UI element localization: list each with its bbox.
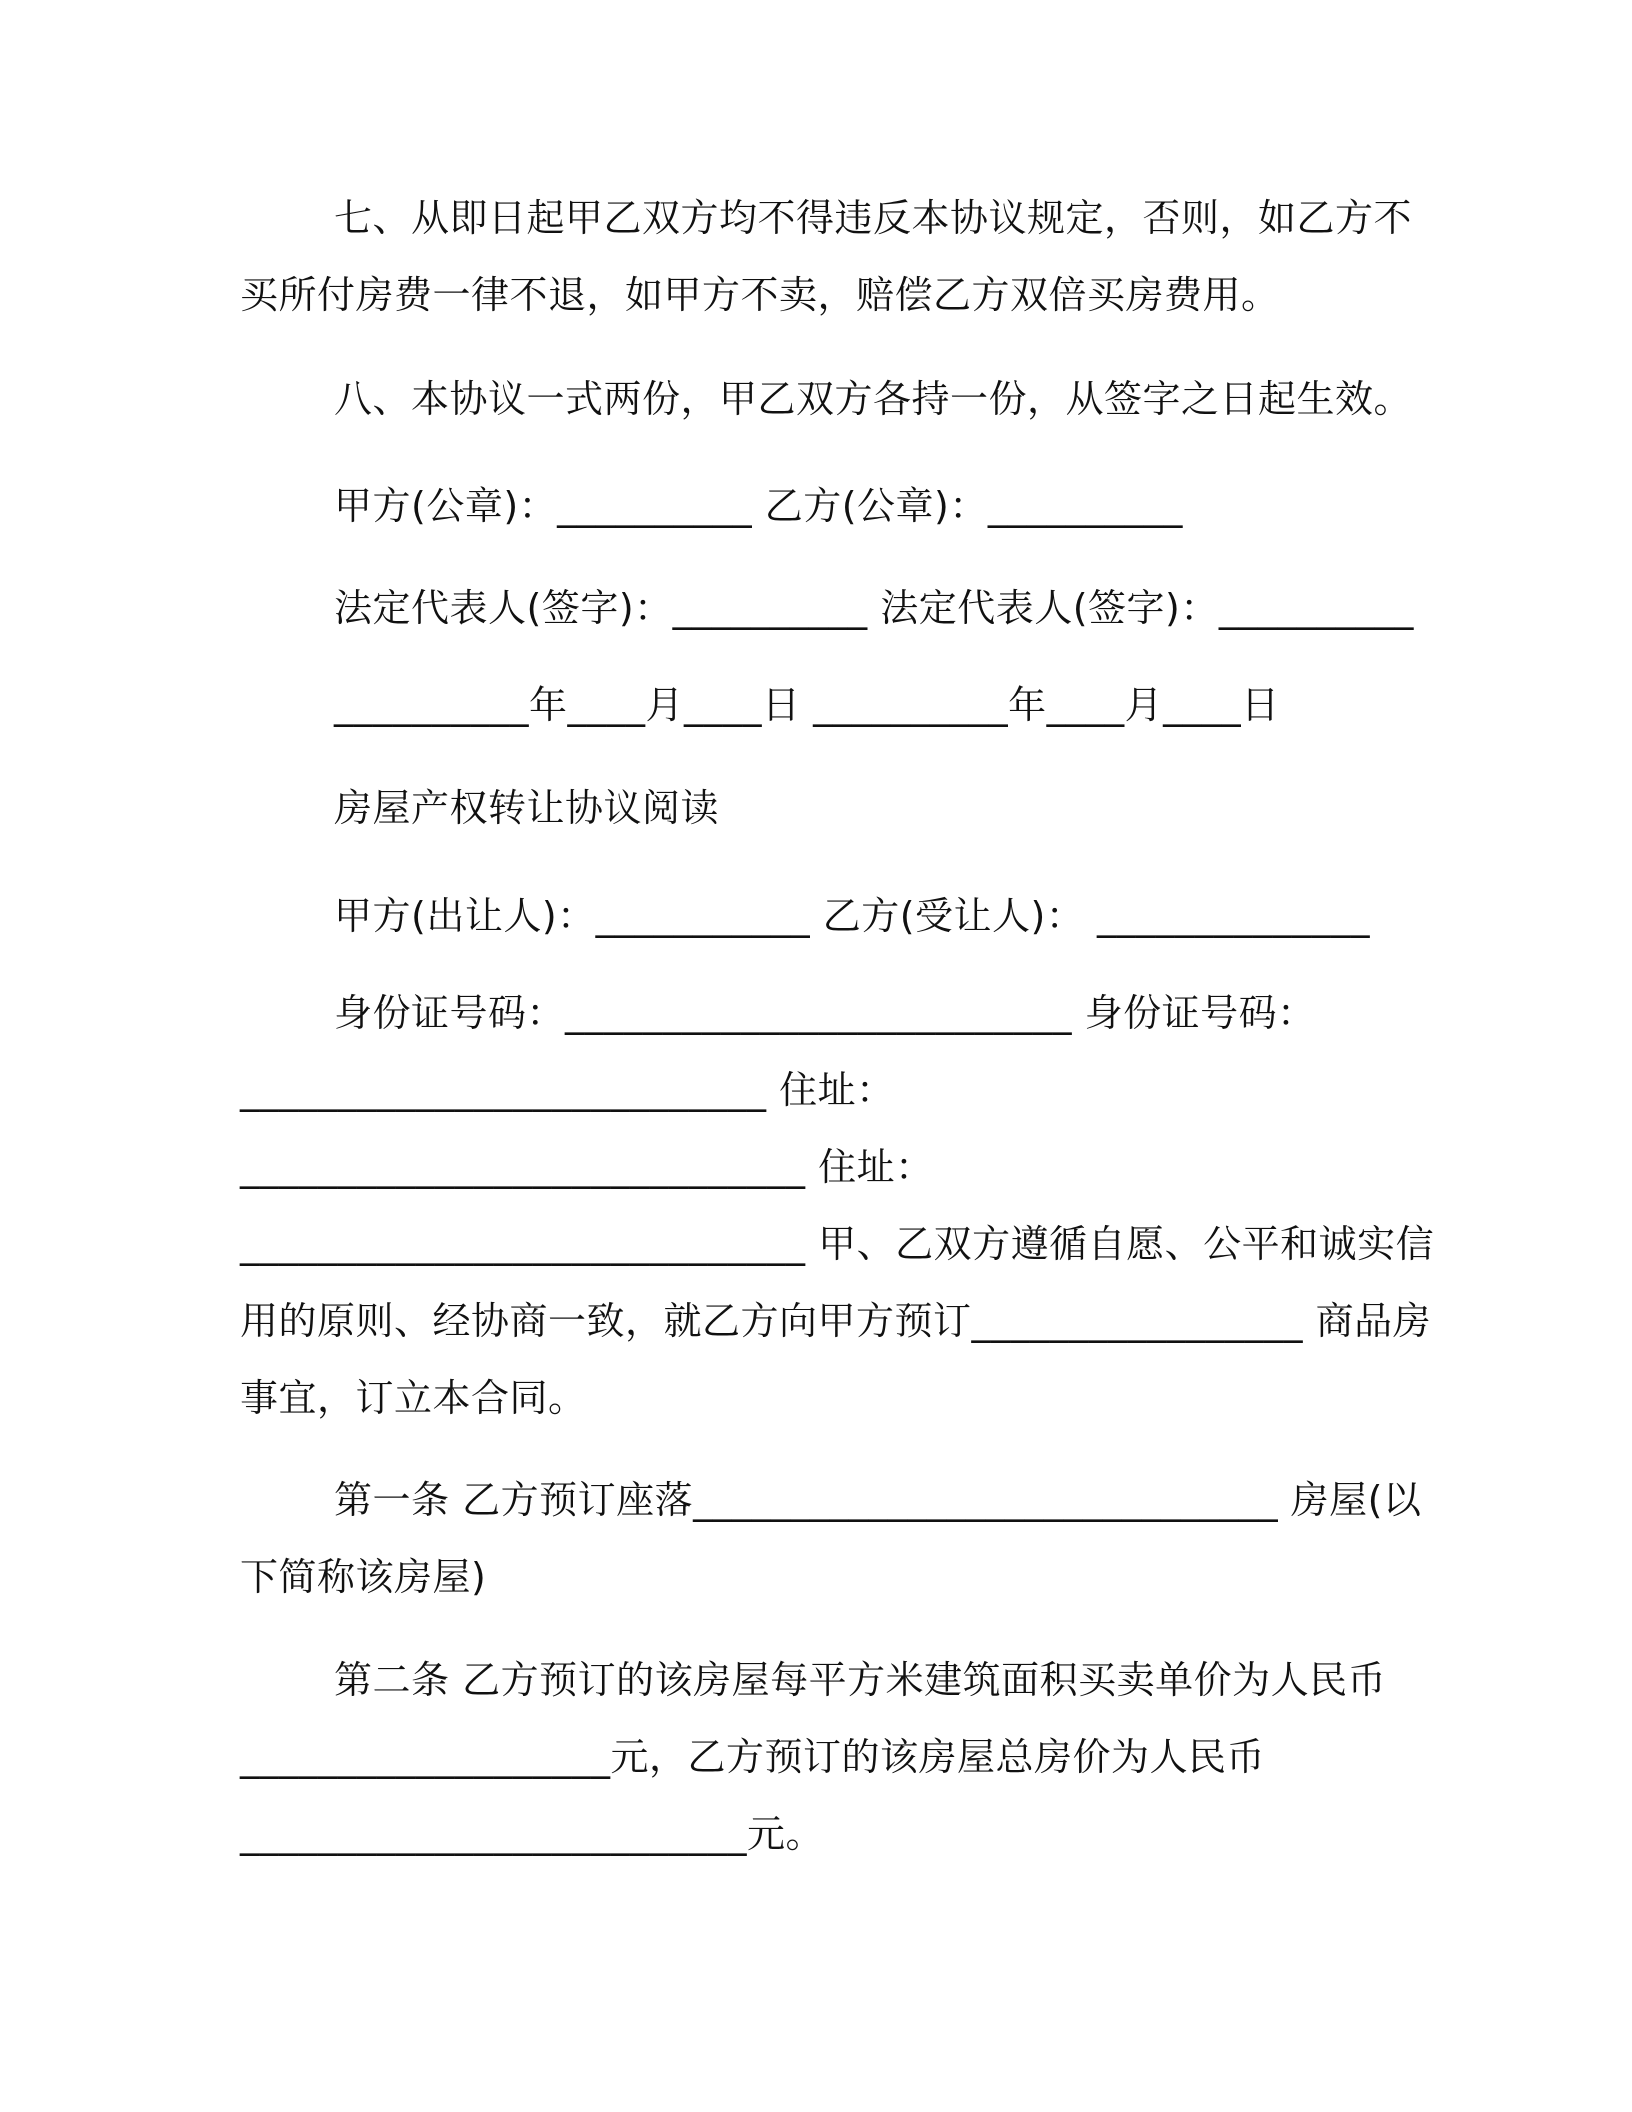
article-2-line-2: ___________________元，乙方预订的该房屋总房价为人民币 <box>240 1735 1266 1779</box>
address-line-2: _____________________________ 住址： <box>240 1145 934 1189</box>
principle-line-3: 事宜，订立本合同。 <box>240 1376 587 1420</box>
article-1-line-1: 第一条 乙方预订座落______________________________ 房屋(以 <box>334 1478 1422 1522</box>
legal-representative-line: 法定代表人(签字)：__________ 法定代表人(签字)：__________ <box>334 586 1414 630</box>
article-1-line-2: 下简称该房屋) <box>240 1555 487 1599</box>
id-number-line: 身份证号码：__________________________ 身份证号码： <box>334 991 1316 1035</box>
seal-signature-line: 甲方(公章)：__________ 乙方(公章)：__________ <box>334 484 1183 528</box>
parties-line: 甲方(出让人)：___________ 乙方(受让人)： ______________ <box>334 894 1370 938</box>
clause-7-line-2: 买所付房费一律不退，如甲方不卖，赔偿乙方双倍买房费用。 <box>240 273 1280 317</box>
address-line-1: ___________________________ 住址： <box>240 1068 895 1112</box>
clause-7-line-1: 七、从即日起甲乙双方均不得违反本协议规定，否则，如乙方不 <box>334 196 1413 240</box>
article-2-line-3: __________________________元。 <box>240 1812 825 1856</box>
date-line: __________年____月____日 __________年____月____日 <box>334 683 1280 727</box>
agreement-title: 房屋产权转让协议阅读 <box>334 786 720 830</box>
clause-8-line: 八、本协议一式两份，甲乙双方各持一份，从签字之日起生效。 <box>334 377 1413 421</box>
principle-line-1: _____________________________ 甲、乙双方遵循自愿、公平和诚实信 <box>240 1222 1435 1266</box>
principle-line-2: 用的原则、经协商一致，就乙方向甲方预订_________________ 商品房 <box>240 1299 1432 1343</box>
article-2-line-1: 第二条 乙方预订的该房屋每平方米建筑面积买卖单价为人民币 <box>334 1658 1387 1702</box>
